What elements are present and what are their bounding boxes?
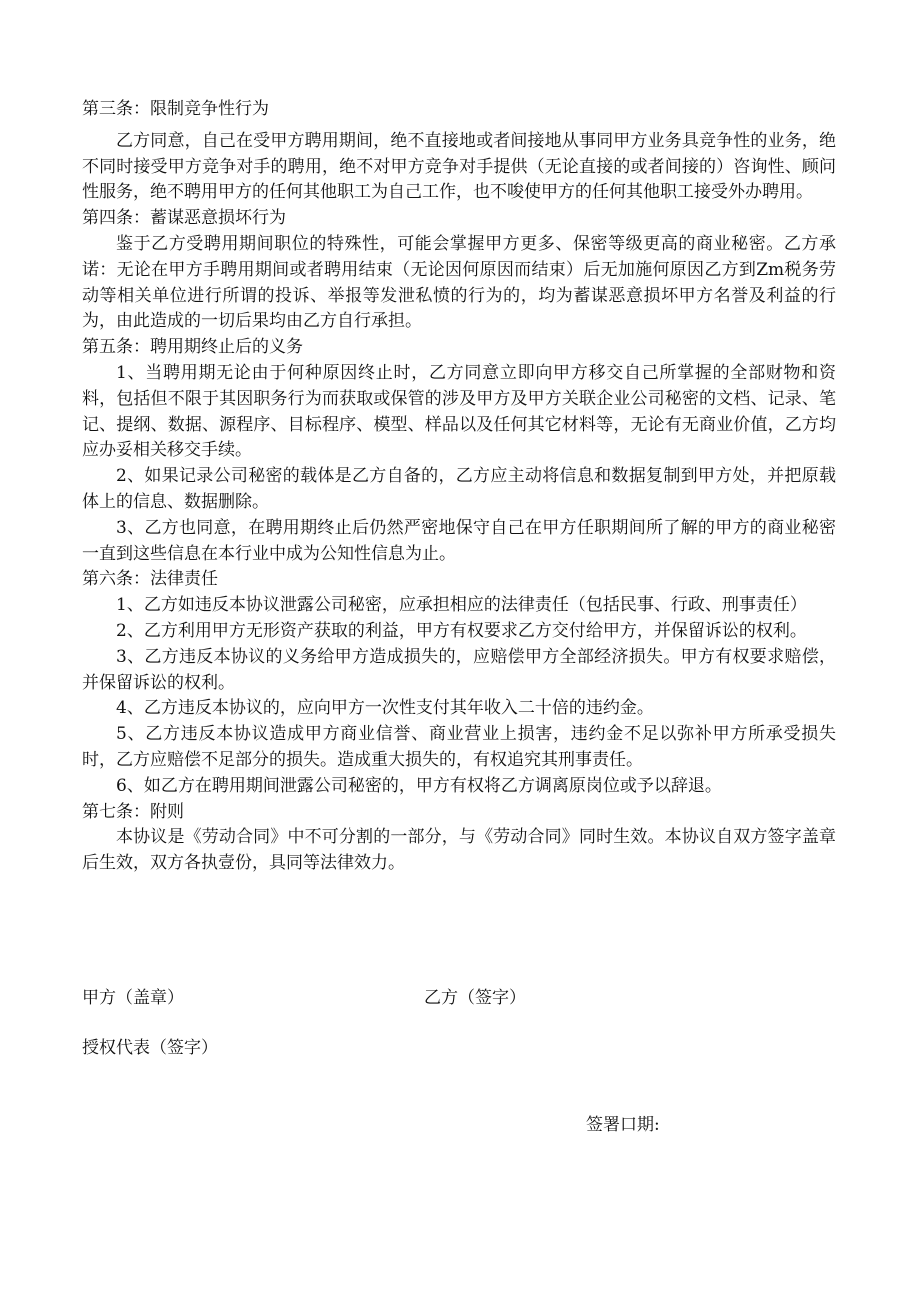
- article-5-paragraph-2: 2、如果记录公司秘密的载体是乙方自备的，乙方应主动将信息和数据复制到甲方处，并把原载体上的信息、数据删除。: [82, 466, 836, 512]
- article-3-paragraph-1: 乙方同意，自己在受甲方聘用期间，绝不直接地或者间接地从事同甲方业务具竞争性的业务，绝不同时接受甲方竞争对手的聘用，绝不对甲方竞争对手提供（无论直接的或者间接的）咨询性、顾问性服务，绝不聘用甲方的任何其他职工为自己工作，也不唆使甲方的任何其他职工接受外办聘用。: [82, 130, 836, 203]
- article-6-paragraph-4: 4、乙方违反本协议的，应向甲方一次性支付其年收入二十倍的违约金。: [116, 698, 654, 719]
- article-7: [82, 800, 836, 877]
- agreement-body: [82, 97, 836, 877]
- article-7-heading: 第七条：附则: [82, 801, 184, 822]
- signing-date-label: 签署口期:: [586, 1115, 660, 1135]
- article-5-heading: 第五条：聘用期终止后的义务: [82, 337, 303, 358]
- article-6-paragraph-1: 1、乙方如违反本协议泄露公司秘密，应承担相应的法律责任（包括民事、行政、刑事责任）: [116, 595, 807, 616]
- article-7-paragraph-1: 本协议是《劳动合同》中不可分割的一部分，与《劳动合同》同时生效。本协议自双方签字盖章后生效，双方各执壹份，具同等法律效力。: [82, 827, 836, 874]
- party-a-seal-label: 甲方（盖章）: [82, 988, 184, 1008]
- authorized-representative-label: 授权代表（签字）: [82, 1038, 218, 1058]
- article-5-paragraph-3: 3、乙方也同意，在聘用期终止后仍然严密地保守自己在甲方任职期间所了解的甲方的商业秘密一直到这些信息在本行业中成为公知性信息为止。: [82, 517, 836, 564]
- article-6-paragraph-3: 3、乙方违反本协议的义务给甲方造成损失的，应赔偿甲方全部经济损失。甲方有权要求赔偿，并保留诉讼的权利。: [82, 646, 836, 693]
- article-6-paragraph-5: 5、乙方违反本协议造成甲方商业信誉、商业营业上损害，违约金不足以弥补甲方所承受损失时，乙方应赔偿不足部分的损失。造成重大损失的，有权追究其刑事责任。: [82, 724, 836, 770]
- article-5-paragraph-1: 1、当聘用期无论由于何种原因终止时，乙方同意立即向甲方移交自己所掌握的全部财物和资料，包括但不限于其因职务行为而获取或保管的涉及甲方及甲方关联企业公司秘密的文档、记录、笔记、提纲、数据、源程序、目标程序、模型、样品以及任何其它材料等，无论有无商业价值，乙方均应办妥相关移交手续。: [82, 362, 836, 461]
- article-5: [82, 335, 836, 567]
- article-3-heading: 第三条：限制竞争性行为: [82, 99, 269, 119]
- article-6: [82, 567, 836, 799]
- article-6-heading: 第六条：法律责任: [82, 569, 218, 590]
- article-4-heading: 第四条：蓄谋恶意损坏行为: [82, 208, 286, 229]
- party-b-signature-label: 乙方（签字）: [424, 988, 526, 1008]
- article-3: [82, 97, 836, 206]
- article-4-paragraph-1: 鉴于乙方受聘用期间职位的特殊性，可能会掌握甲方更多、保密等级更高的商业秘密。乙方承诺：无论在甲方手聘用期间或者聘用结束（无论因何原因而结束）后无加施何原因乙方到Zm税务劳动等相关单位进行所谓的投诉、举报等发泄私愤的行为的，均为蓄谋恶意损坏甲方名誉及利益的行为，由此造成的一切后果均由乙方自行承担。: [82, 233, 836, 332]
- article-4: [82, 206, 836, 335]
- article-6-paragraph-2: 2、乙方利用甲方无形资产获取的利益，甲方有权要求乙方交付给甲方，并保留诉讼的权利。: [116, 620, 807, 641]
- article-6-paragraph-6: 6、如乙方在聘用期间泄露公司秘密的，甲方有权将乙方调离原岗位或予以辞退。: [116, 775, 722, 796]
